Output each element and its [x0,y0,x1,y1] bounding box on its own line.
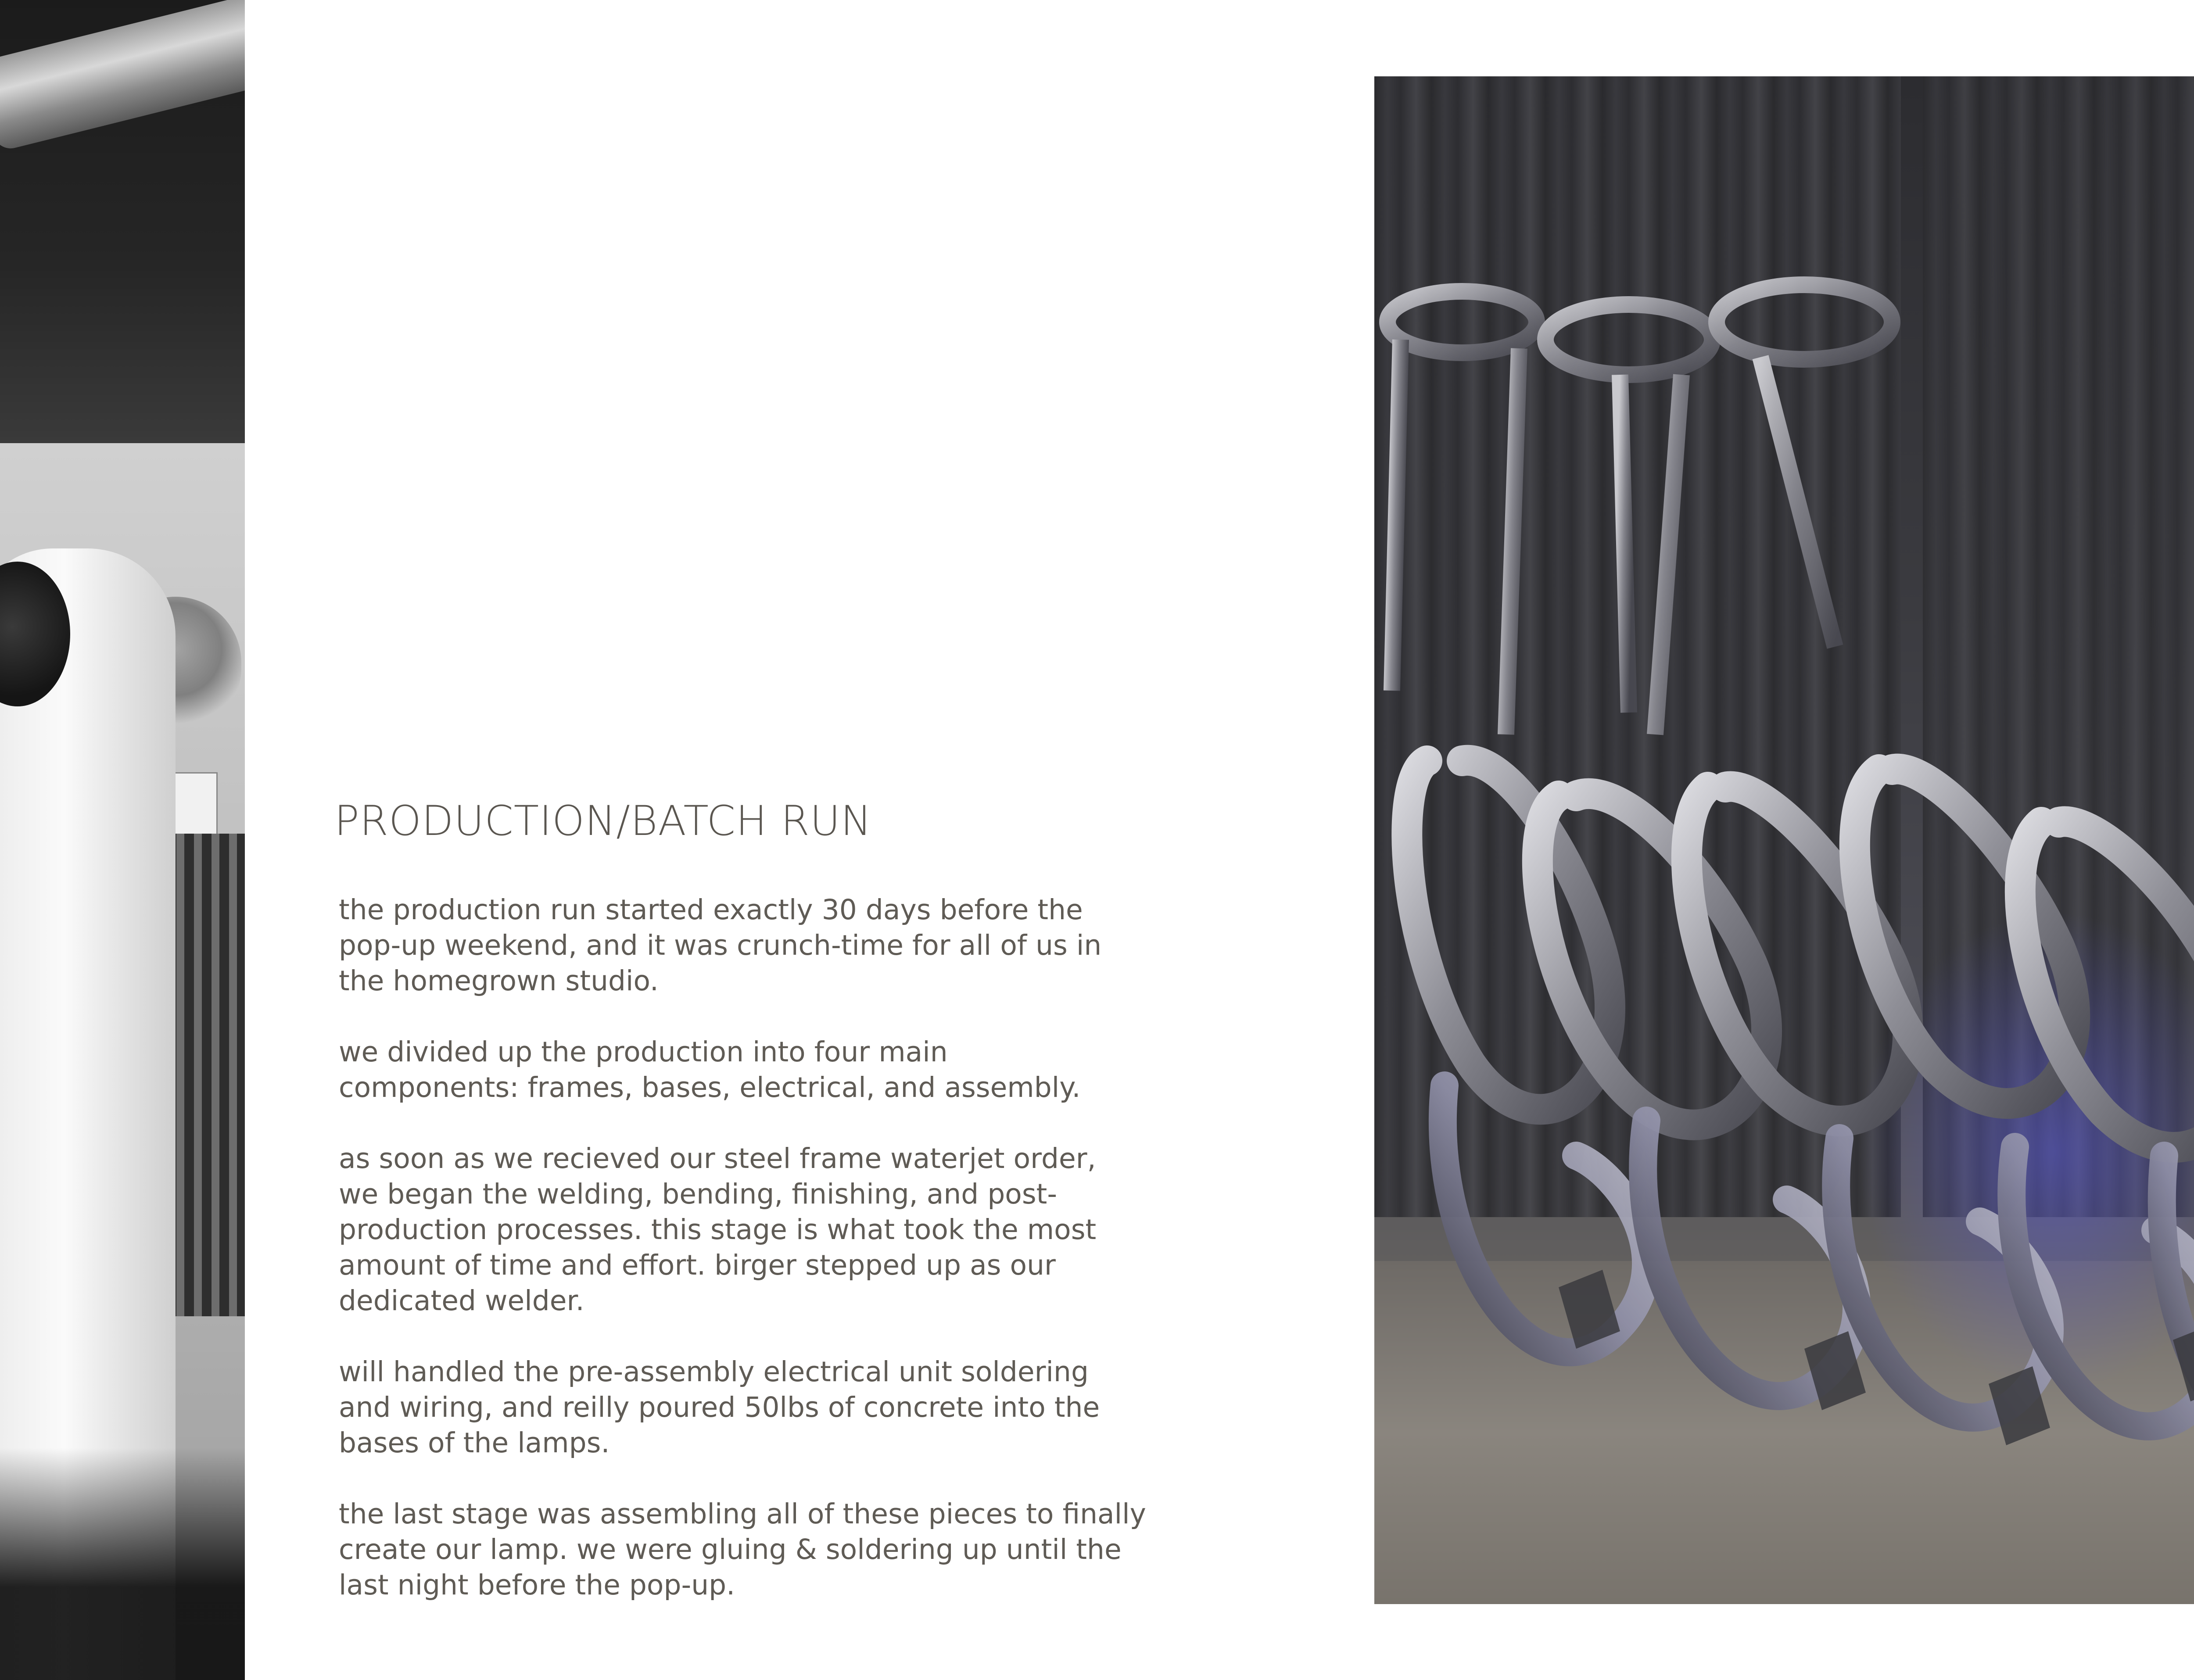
text-line: as soon as we recieved our steel frame waterjet order, [339,1143,1096,1175]
paragraph [339,1354,1111,1461]
text-line: will handled the pre-assembly electrical unit soldering [339,1356,1089,1388]
body-text [339,892,1146,1603]
text-line: we divided up the production into four main [339,1036,948,1068]
paragraph [339,1034,1111,1105]
paragraph [339,1141,1111,1318]
photo-shadow [0,1448,245,1680]
text-line: components: frames, bases, electrical, and assembly. [339,1071,1081,1103]
paragraph [339,892,1111,999]
studio-team-photo [0,0,245,1680]
text-line: and wiring, and reilly poured 50lbs of concrete into the [339,1391,1100,1423]
paragraph [339,1496,1146,1603]
steel-lamp-frames-photo [1374,76,2194,1604]
text-line: the homegrown studio. [339,965,659,997]
text-line: production processes. this stage is what took the most [339,1214,1097,1246]
text-line: dedicated welder. [339,1285,584,1317]
text-line: we began the welding, bending, finishing, and post- [339,1178,1058,1210]
text-line: last night before the pop-up. [339,1569,735,1601]
text-line: bases of the lamps. [339,1427,610,1459]
text-line: create our lamp. we were gluing & soldering up until the [339,1533,1122,1565]
text-line: pop-up weekend, and it was crunch-time for all of us in [339,929,1102,961]
text-line: amount of time and effort. birger stepped up as our [339,1249,1056,1281]
steel-frames-illustration [1374,76,2194,1604]
text-line: the production run started exactly 30 days before the [339,894,1083,926]
text-line: the last stage was assembling all of these pieces to finally [339,1498,1146,1530]
section-title: PRODUCTION/BATCH RUN [334,797,872,845]
